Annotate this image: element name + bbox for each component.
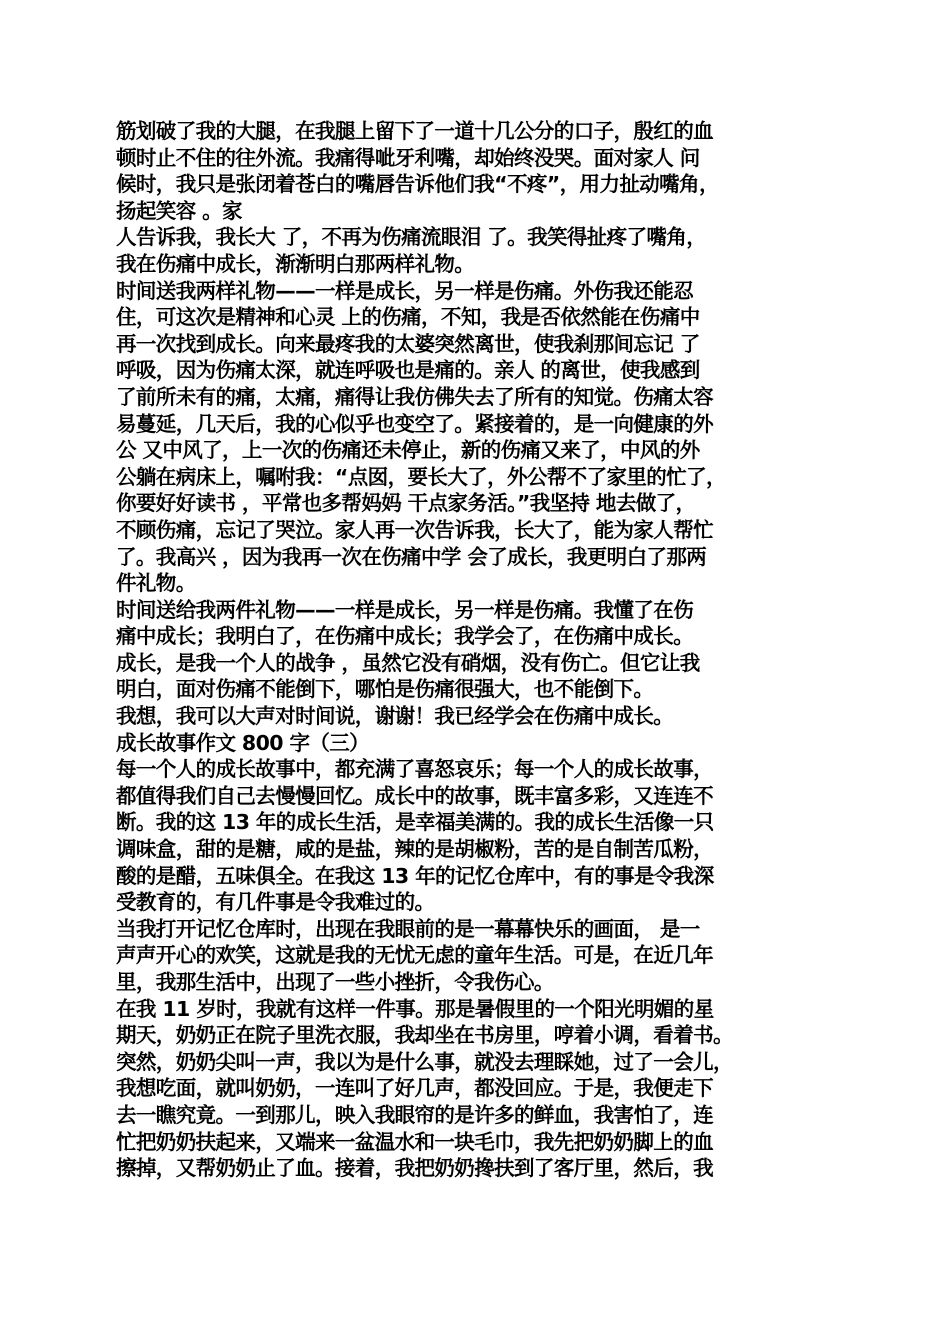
text-line: 住，可这次是精神和心灵 上的伤痛，不知，我是否依然能在伤痛中 [116, 305, 700, 330]
text-line: 擦掉，又帮奶奶止了血。接着，我把奶奶搀扶到了客厅里，然后，我 [116, 1156, 713, 1181]
text-line: 声声开心的欢笑，这就是我的无忧无虑的童年生活。可是，在近几年 [116, 943, 713, 968]
text-line: 了。我高兴 ，因为我再一次在伤痛中学 会了成长，我更明白了那两 [116, 544, 707, 569]
text-line: 痛中成长；我明白了，在伤痛中成长；我学会了，在伤痛中成长。 [116, 624, 694, 649]
text-line: 忙把奶奶扶起来，又端来一盆温水和一块毛巾，我先把奶奶脚上的血 [116, 1129, 713, 1154]
text-line: 都值得我们自己去慢慢回忆。成长中的故事，既丰富多彩，又连连不 [116, 783, 713, 808]
text-line: 易蔓延，几天后，我的心似乎也变空了。紧接着的，是一向健康的外 [116, 411, 713, 436]
text-line: 在我 11 岁时，我就有这样一件事。那是暑假里的一个阳光明媚的星 [116, 996, 714, 1021]
text-line: 成长，是我一个人的战争 ，虽然它没有硝烟，没有伤亡。但它让我 [116, 650, 700, 675]
text-line: 公 又中风了，上一次的伤痛还未停止，新的伤痛又来了，中风的外 [116, 438, 700, 463]
text-line: 顿时止不住的往外流。我痛得呲牙利嘴，却始终没哭。面对家人 问 [116, 145, 700, 170]
text-line: 突然，奶奶尖叫一声，我以为是什么事，就没去理睬她，过了一会儿， [116, 1049, 733, 1074]
text-line: 期天，奶奶正在院子里洗衣服，我却坐在书房里，哼着小调，看着书。 [116, 1023, 733, 1048]
text-line: 成长故事作文 800 字（三） [116, 730, 370, 755]
text-line: 每一个人的成长故事中，都充满了喜怒哀乐；每一个人的成长故事， [116, 757, 713, 782]
text-line: 呼吸，因为伤痛太深，就连呼吸也是痛的。亲人 的离世，使我感到 [116, 358, 700, 383]
text-line: 我在伤痛中成长，渐渐明白那两样礼物。 [116, 251, 475, 276]
text-line: 去一瞧究竟。一到那儿，映入我眼帘的是许多的鲜血，我害怕了，连 [116, 1102, 713, 1127]
text-line: 受教育的，有几件事是令我难过的。 [116, 890, 435, 915]
text-line: 件礼物。 [116, 571, 196, 596]
document-body [116, 118, 838, 1182]
text-line: 我想吃面，就叫奶奶，一连叫了好几声，都没回应。于是，我便走下 [116, 1076, 713, 1101]
text-line: 公躺在病床上，嘱咐我：“点囡，要长大了，外公帮不了家里的忙了， [116, 464, 726, 489]
text-line: 时间送给我两件礼物——一样是成长，另一样是伤痛。我懂了在伤 [116, 597, 694, 622]
text-line: 候时，我只是张闭着苍白的嘴唇告诉他们我“不疼”，用力扯动嘴角， [116, 172, 719, 197]
text-line: 明白，面对伤痛不能倒下，哪怕是伤痛很强大，也不能倒下。 [116, 677, 654, 702]
text-line: 时间送我两样礼物——一样是成长，另一样是伤痛。外伤我还能忍 [116, 278, 694, 303]
text-line: 你要好好读书 ，平常也多帮妈妈 干点家务活。”我坚持 地去做了， [116, 491, 696, 516]
text-line: 酸的是醋，五味俱全。在我这 13 年的记忆仓库中，有的事是令我深 [116, 863, 714, 888]
text-line: 了前所未有的痛，太痛，痛得让我仿佛失去了所有的知觉。伤痛太容 [116, 384, 713, 409]
text-line: 当我打开记忆仓库时，出现在我眼前的是一幕幕快乐的画面， 是一 [116, 916, 700, 941]
text-line: 断。我的这 13 年的成长生活，是幸福美满的。我的成长生活像一只 [116, 810, 714, 835]
text-line: 人告诉我，我长大 了，不再为伤痛流眼泪 了。我笑得扯疼了嘴角， [116, 225, 707, 250]
text-line: 不顾伤痛，忘记了哭泣。家人再一次告诉我，长大了，能为家人帮忙 [116, 517, 713, 542]
text-line: 里，我那生活中，出现了一些小挫折，令我伤心。 [116, 970, 554, 994]
text-line: 扬起笑容 。家 [116, 198, 242, 223]
text-line: 我想，我可以大声对时间说，谢谢！我已经学会在伤痛中成长。 [116, 704, 674, 729]
text-line: 筋划破了我的大腿，在我腿上留下了一道十几公分的口子，殷红的血 [116, 119, 713, 143]
text-line: 调味盒，甜的是糖，咸的是盐，辣的是胡椒粉，苦的是自制苦瓜粉， [116, 837, 713, 862]
text-line: 再一次找到成长。向来最疼我的太婆突然离世，使我刹那间忘记 了 [116, 331, 700, 356]
